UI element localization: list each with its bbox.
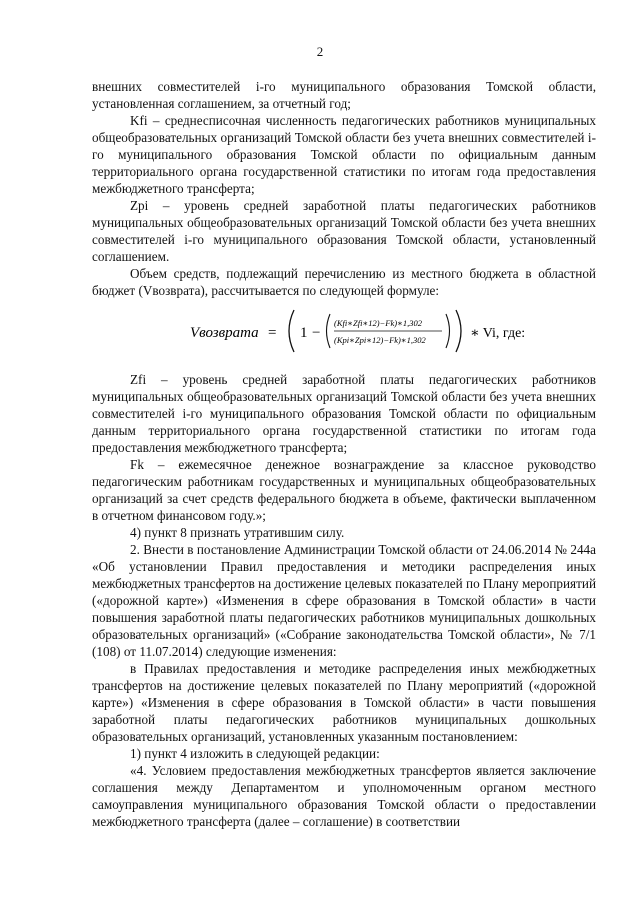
paragraph: Zpi – уровень средней заработной платы педагогических работников муниципальных общеобразовательных организаций Томской области без учета внешних совместителей i-го муниципального образования Томской области, установленный соглашением. (92, 198, 596, 264)
paragraph: Zfi – уровень средней заработной платы педагогических работников муниципальных общеобразовательных организаций Томской области без учета внешних совместителей i-го муниципального образования Томской области по официальным данным территориального органа государственной статистики по итогам года предоставления межбюджетного трансферта; (92, 372, 596, 455)
paren-open (289, 310, 294, 352)
paren-inner-open (327, 314, 331, 348)
formula-times-v: ∗ Vi, где: (470, 326, 526, 341)
paragraph: 1) пункт 4 изложить в следующей редакции: (130, 746, 380, 761)
text-block-bottom (92, 371, 596, 830)
paragraph: Kfi – среднесписочная численность педагогических работников муниципальных общеобразовательных организаций Томской области без учета внешних совместителей i-го муниципального образования Томской области по официальным данным территориального органа государственной статистики по итогам года предоставления межбюджетного трансферта; (92, 113, 596, 196)
paragraph: Объем средств, подлежащий перечислению из местного бюджета в областной бюджет (Vвозврата), рассчитывается по следующей формуле: (92, 266, 596, 298)
formula-denominator: (Kpi∗Zpi∗12)−Fk)∗1,302 (334, 335, 426, 345)
formula-lhs: Vвозврата (190, 325, 259, 341)
paragraph: внешних совместителей i-го муниципального образования Томской области, установленная соглашением, за отчетный год; (92, 79, 596, 111)
formula-svg (190, 300, 610, 362)
paragraph: Fk – ежемесячное денежное вознаграждение за классное руководство педагогическим работникам государственных и муниципальных общеобразовательных организаций за счет средств федерального бюджета в объеме, фактически выплаченном в отчетном финансовом году.»; (92, 457, 596, 523)
formula-one: 1 (300, 325, 308, 341)
formula-equals: = (268, 325, 277, 341)
paragraph: 2. Внести в постановление Администрации Томской области от 24.06.2014 № 244а «Об установлении Правил предоставления и методики распределения иных межбюджетных трансфертов на достижение целевых показателей по Плану мероприятий («дорожной карте») «Изменения в сфере образования в Томской области» в части повышения заработной платы педагогических работников муниципальных дошкольных образовательных организаций» («Собрание законодательства Томской области», № 7/1 (108) от 11.07.2014) следующие изменения: (92, 542, 596, 659)
paren-close (456, 310, 461, 352)
formula (190, 300, 610, 362)
text-block-top (92, 78, 596, 299)
paragraph: «4. Условием предоставления межбюджетных трансфертов является заключение соглашения между Департаментом и уполномоченным органом местного самоуправления муниципального образования Томской области о предоставлении межбюджетного трансферта (далее – соглашение) в соответствии (92, 763, 596, 829)
page-number: 2 (316, 44, 324, 59)
formula-minus: − (312, 325, 321, 341)
paragraph: в Правилах предоставления и методике распределения иных межбюджетных трансфертов на достижение целевых показателей по Плану мероприятий («дорожной карте») «Изменения в сфере образования в Томской области» в части повышения заработной платы педагогических работников муниципальных дошкольных образовательных организаций, установленных указанным постановлением: (92, 661, 596, 744)
formula-numerator: (Kfi∗Zfi∗12)−Fk)∗1,302 (334, 318, 422, 328)
paragraph: 4) пункт 8 признать утратившим силу. (130, 525, 345, 540)
paren-inner-close (446, 314, 450, 348)
